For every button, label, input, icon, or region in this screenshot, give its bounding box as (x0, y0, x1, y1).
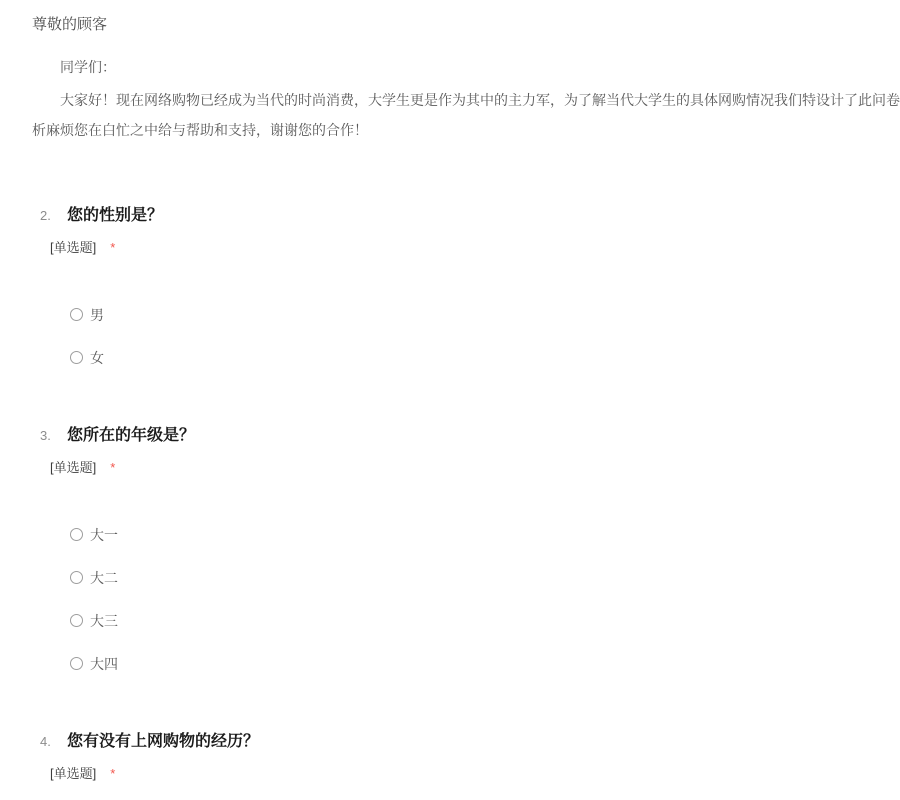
question-type-label: [单选题] (50, 460, 97, 475)
radio-option-sophomore[interactable] (70, 556, 900, 599)
question-header (32, 731, 900, 753)
radio-icon[interactable] (70, 614, 83, 627)
radio-icon[interactable] (70, 528, 83, 541)
question-type-row (50, 767, 900, 781)
survey-title: 尊敬的顾客 (32, 16, 108, 33)
question-header (32, 205, 900, 227)
question-header (32, 425, 900, 447)
radio-option-female[interactable] (70, 336, 900, 379)
question-title: 您所在的年级是？ (67, 427, 196, 444)
option-label: 男 (90, 306, 104, 323)
required-asterisk: * (110, 240, 116, 255)
survey-intro (32, 17, 900, 145)
question-type-label: [单选题] (50, 766, 97, 781)
option-group-gender (70, 293, 900, 379)
radio-icon[interactable] (70, 308, 83, 321)
radio-option-freshman[interactable] (70, 513, 900, 556)
question-type-row (50, 241, 900, 255)
radio-option-senior[interactable] (70, 642, 900, 685)
question-grade (32, 425, 900, 685)
question-online-shopping-experience (32, 731, 900, 781)
option-label: 女 (90, 349, 104, 366)
intro-body-line2: 析麻烦您在白忙之中给与帮助和支持，谢谢您的合作！ (32, 122, 368, 138)
option-group-grade (70, 513, 900, 685)
option-label: 大三 (90, 612, 118, 629)
question-number: 4. (40, 734, 51, 749)
question-title: 您的性别是？ (67, 207, 164, 224)
radio-icon[interactable] (70, 657, 83, 670)
radio-icon[interactable] (70, 351, 83, 364)
question-number: 3. (40, 428, 51, 443)
option-label: 大一 (90, 526, 118, 543)
question-gender (32, 205, 900, 379)
option-label: 大二 (90, 569, 118, 586)
question-title: 您有没有上网购物的经历？ (67, 733, 260, 750)
radio-option-junior[interactable] (70, 599, 900, 642)
intro-body (32, 85, 900, 145)
required-asterisk: * (110, 766, 116, 781)
radio-option-male[interactable] (70, 293, 900, 336)
question-type-label: [单选题] (50, 240, 97, 255)
intro-salutation: 同学们： (60, 59, 116, 75)
intro-body-line1: 大家好！现在网络购物已经成为当代的时尚消费，大学生更是作为其中的主力军，为了解当代大学生的具体网购情况我们特设计了此问卷 (60, 92, 900, 108)
required-asterisk: * (110, 460, 116, 475)
question-type-row (50, 461, 900, 475)
radio-icon[interactable] (70, 571, 83, 584)
question-number: 2. (40, 208, 51, 223)
option-label: 大四 (90, 655, 118, 672)
question-list (32, 205, 900, 781)
